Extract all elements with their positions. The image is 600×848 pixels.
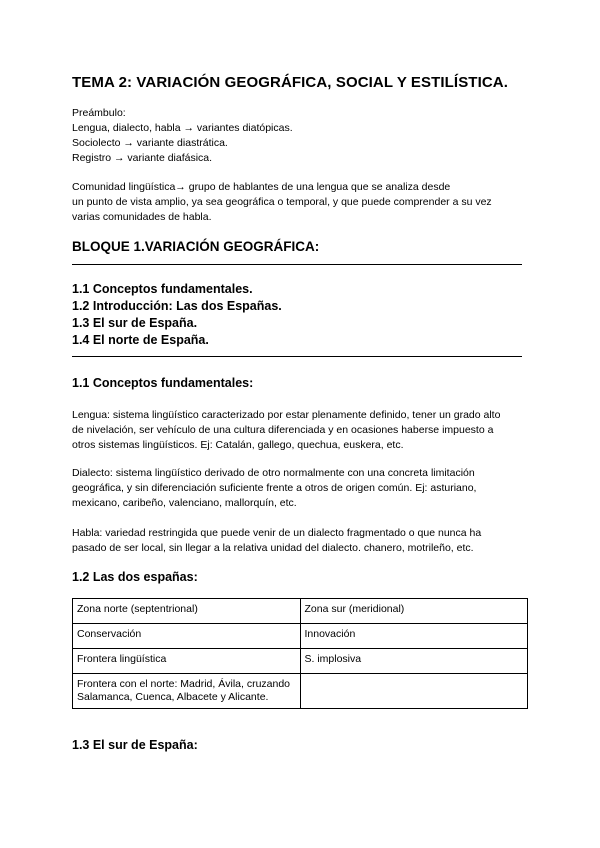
table-cell: Zona sur (meridional) — [300, 599, 528, 624]
lengua-line: de nivelación, ser vehículo de una cultura diferenciada y en ocasiones haberse impuesto a — [72, 424, 494, 436]
habla-line: Habla: variedad restringida que puede venir de un dialecto fragmentado o que nunca ha — [72, 527, 482, 539]
block1-heading: BLOQUE 1.VARIACIÓN GEOGRÁFICA: — [72, 239, 320, 254]
preamble-heading: Preámbulo: — [72, 107, 126, 119]
table-cell: Frontera lingüística — [73, 649, 301, 674]
lengua-line: otros sistemas lingüísticos. Ej: Catalán, gallego, quechua, euskera, etc. — [72, 439, 404, 451]
divider — [72, 264, 522, 265]
section13-heading: 1.3 El sur de España: — [72, 738, 198, 752]
preamble-line: Registro → variante diafásica. — [72, 152, 213, 164]
toc-item: 1.3 El sur de España. — [72, 316, 198, 330]
comunidad-line: varias comunidades de habla. — [72, 211, 212, 223]
table-row — [73, 624, 528, 649]
section11-heading: 1.1 Conceptos fundamentales: — [72, 376, 254, 390]
dialecto-line: geográfica, y sin diferenciación suficiente frente a otros de origen común. Ej: asturiano, — [72, 482, 477, 494]
dialecto-line: mexicano, caribeño, valenciano, mallorquín, etc. — [72, 497, 297, 509]
table-cell: Frontera con el norte: Madrid, Ávila, cruzando Salamanca, Cuenca, Albacete y Alicante. — [73, 674, 301, 709]
dialecto-line: Dialecto: sistema lingüístico derivado de otro normalmente con una concreta limitación — [72, 467, 475, 479]
table-row — [73, 599, 528, 624]
toc-item: 1.1 Conceptos fundamentales. — [72, 282, 253, 296]
section12-heading: 1.2 Las dos españas: — [72, 570, 198, 584]
toc-item: 1.2 Introducción: Las dos Españas. — [72, 299, 282, 313]
toc-item: 1.4 El norte de España. — [72, 333, 209, 347]
document-title: TEMA 2: VARIACIÓN GEOGRÁFICA, SOCIAL Y ESTILÍSTICA. — [72, 74, 508, 91]
lengua-line: Lengua: sistema lingüístico caracterizado por estar plenamente definido, tener un grado alto — [72, 409, 501, 421]
divider — [72, 356, 522, 357]
table-cell: Conservación — [73, 624, 301, 649]
table-row — [73, 674, 528, 709]
comunidad-line: Comunidad lingüística→ grupo de hablantes de una lengua que se analiza desde — [72, 181, 451, 193]
table-row — [73, 649, 528, 674]
comunidad-line: un punto de vista amplio, ya sea geográfica o temporal, y que puede comprender a su vez — [72, 196, 492, 208]
table-cell: S. implosiva — [300, 649, 528, 674]
habla-line: pasado de ser local, sin llegar a la relativa unidad del dialecto. chanero, motrileño, etc. — [72, 542, 474, 554]
table-cell — [300, 674, 528, 709]
table-cell: Innovación — [300, 624, 528, 649]
preamble-line: Sociolecto → variante diastrática. — [72, 137, 228, 149]
preamble-line: Lengua, dialecto, habla → variantes diatópicas. — [72, 122, 293, 134]
zones-table — [72, 598, 528, 709]
table-cell: Zona norte (septentrional) — [73, 599, 301, 624]
